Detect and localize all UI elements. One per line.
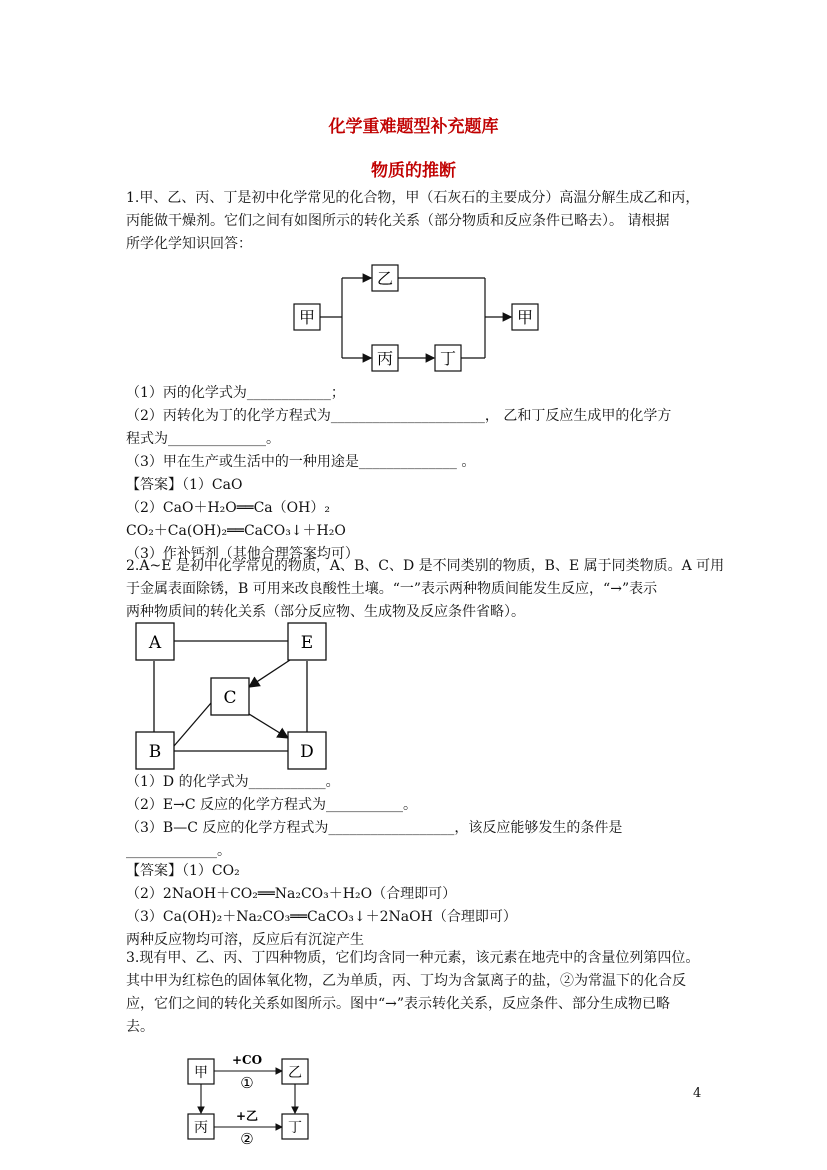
question-1-answers <box>126 474 706 566</box>
q3-stem-line: 去。 <box>126 1019 154 1035</box>
q1-answer-line: （3）作补钙剂（其他合理答案均可） <box>126 546 359 562</box>
q2-answer-line: （2）2NaOH＋CO₂══Na₂CO₃＋H₂O（合理即可） <box>126 886 457 902</box>
q2-question-line: （1）D 的化学式为___________。 <box>126 774 340 790</box>
q2-answer-line: 两种反应物均可溶，反应后有沉淀产生 <box>126 932 364 948</box>
q2-answer-line: （3）Ca(OH)₂＋Na₂CO₃══CaCO₃↓＋2NaOH（合理即可） <box>126 909 517 925</box>
question-1-questions <box>126 382 706 474</box>
q2-box-b-label: B <box>148 742 162 762</box>
q1-answer-line: CO₂＋Ca(OH)₂══CaCO₃↓＋H₂O <box>126 523 346 539</box>
q3-bottom-number: ② <box>240 1130 254 1146</box>
q1-box-left-label: 甲 <box>298 308 316 327</box>
q3-stem-line: 应，它们之间的转化关系如图所示。图中“→”表示转化关系，反应条件、部分生成物已略 <box>126 996 671 1012</box>
q2-question-line: （3）B—C 反应的化学方程式为__________________，该反应能够发生的条件是 <box>126 820 623 836</box>
q2-question-line: （2）E→C 反应的化学方程式为___________。 <box>126 797 418 813</box>
q1-question-line: （1）丙的化学式为____________； <box>126 385 345 401</box>
q3-stem-line: 3.现有甲、乙、丙、丁四种物质，它们均含同一种元素，该元素在地壳中的含量位列第四位。 <box>126 950 700 966</box>
question-1-diagram <box>290 262 545 374</box>
section-title: 物质的推断 <box>371 161 456 181</box>
q1-box-top-label: 乙 <box>376 269 394 288</box>
page-number: 4 <box>693 1086 702 1101</box>
page-title: 化学重难题型补充题库 <box>328 117 499 137</box>
q1-connectors <box>320 278 511 358</box>
q3-top-reagent: +CO <box>231 1053 263 1067</box>
q1-question-line: （3）甲在生产或生活中的一种用途是______________ 。 <box>126 454 476 470</box>
q3-stem-line: 其中甲为红棕色的固体氧化物，乙为单质，丙、丁均为含氯离子的盐，②为常温下的化合反 <box>126 973 686 989</box>
q1-box-right-label: 甲 <box>516 308 534 327</box>
q1-question-line: 程式为______________。 <box>126 431 280 447</box>
q3-box-bottom-left-label: 丙 <box>194 1120 208 1136</box>
q1-stem-line: 1.甲、乙、丙、丁是初中化学常见的化合物，甲（石灰石的主要成分）高温分解生成乙和丙， <box>126 190 700 206</box>
q2-answer-line: 【答案】（1）CO₂ <box>126 863 240 879</box>
question-3-stem <box>126 947 706 1039</box>
q1-answer-line: （2）CaO＋H₂O══Ca（OH）₂ <box>126 500 330 516</box>
question-1-stem <box>126 187 706 256</box>
q2-box-e-label: E <box>300 633 314 653</box>
q2-stem-line: 于金属表面除锈，B 可用来改良酸性土壤。“一”表示两种物质间能发生反应，“→”表示 <box>126 581 658 597</box>
question-3-diagram <box>185 1048 315 1146</box>
question-2-diagram <box>130 620 330 770</box>
q1-box-bottom-right-label: 丁 <box>439 349 457 368</box>
q1-stem-line: 丙能做干燥剂。它们之间有如图所示的转化关系（部分物质和反应条件已略去）。 请根据 <box>126 213 670 229</box>
q3-bottom-reagent: +乙 <box>235 1109 259 1123</box>
q1-stem-line: 所学化学知识回答： <box>126 236 252 252</box>
q1-answer-line: 【答案】（1）CaO <box>126 477 243 493</box>
q2-box-c-label: C <box>223 688 237 708</box>
q3-box-top-left-label: 甲 <box>194 1065 208 1081</box>
q2-stem-line: 2.A~E 是初中化学常见的物质，A、B、C、D 是不同类别的物质，B、E 属于同类物质。A 可用 <box>126 558 725 574</box>
question-2-stem <box>126 555 725 624</box>
q1-question-line: （2）丙转化为丁的化学方程式为______________________， 乙和丁反应生成甲的化学方 <box>126 408 672 424</box>
q3-top-number: ① <box>240 1074 254 1092</box>
q2-question-line: _____________。 <box>126 843 231 859</box>
q2-box-d-label: D <box>300 742 314 762</box>
q2-stem-line: 两种物质间的转化关系（部分反应物、生成物及反应条件省略）。 <box>126 604 525 620</box>
q1-box-bottom-left-label: 丙 <box>376 349 394 368</box>
q3-box-top-right-label: 乙 <box>288 1065 302 1081</box>
question-2-questions <box>126 771 706 863</box>
q2-box-a-label: A <box>148 633 162 653</box>
question-2-answers <box>126 860 706 952</box>
q3-box-bottom-right-label: 丁 <box>288 1120 302 1136</box>
